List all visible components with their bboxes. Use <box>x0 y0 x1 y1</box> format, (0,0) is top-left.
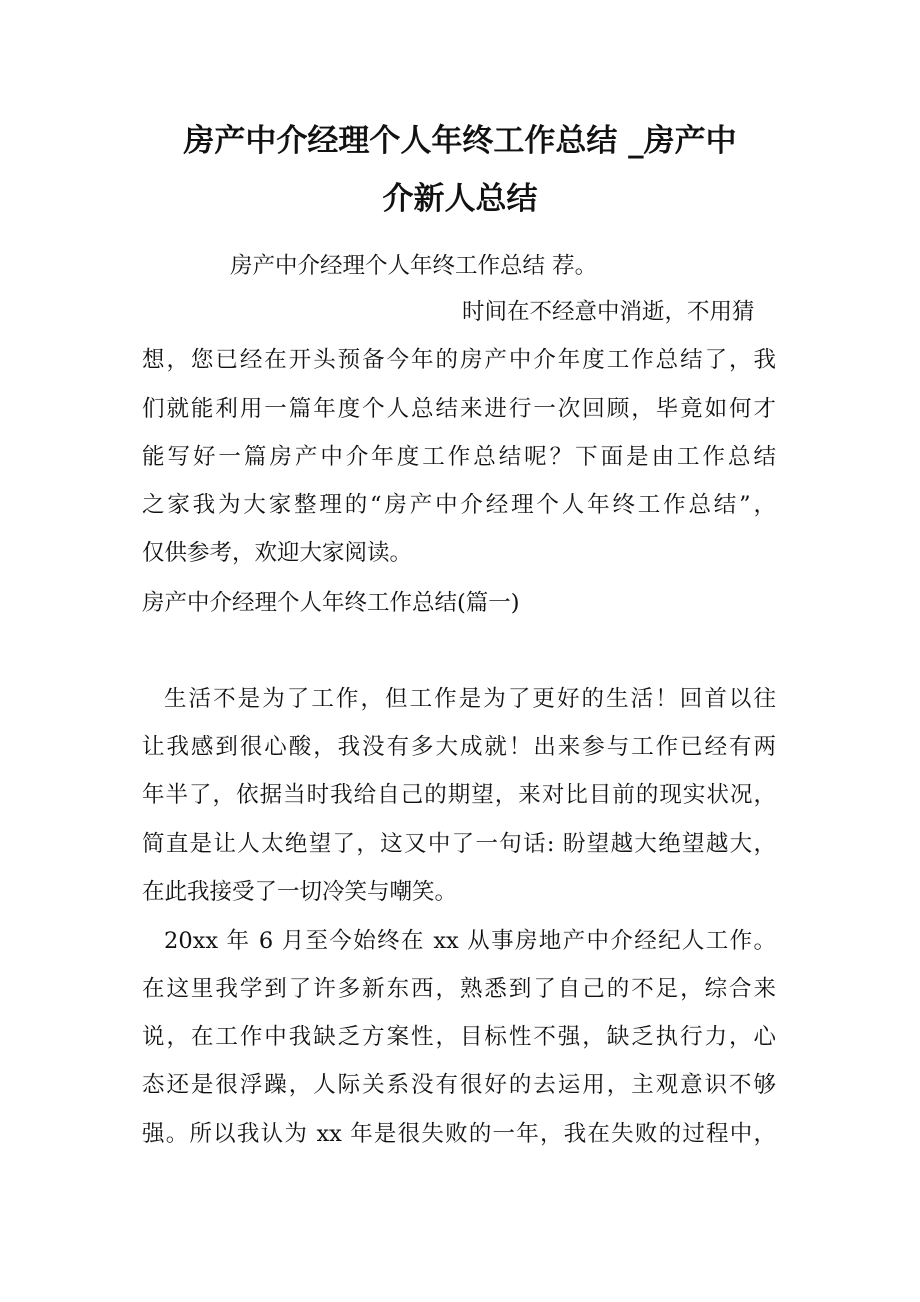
intro-line: 时间在不经意中消逝，不用猜 <box>462 299 755 325</box>
intro-line: 之家我为大家整理的“房产中介经理个人年终工作总结”， <box>142 492 776 518</box>
paragraph-line: 生活不是为了工作，但工作是为了更好的生活！回首以往 <box>164 686 776 712</box>
document-title-line-1: 房产中介经理个人年终工作总结 _房产中 <box>183 123 737 159</box>
paragraph-line: 说，在工作中我缺乏方案性，目标性不强，缺乏执行力，心 <box>142 1024 776 1050</box>
paragraph-line: 在此我接受了一切冷笑与嘲笑。 <box>142 879 458 905</box>
document-title-line-2: 介新人总结 <box>382 181 538 217</box>
paragraph-line: 年半了，依据当时我给自己的期望，来对比目前的现实状况， <box>142 782 776 808</box>
intro-line: 们就能利用一篇年度个人总结来进行一次回顾，毕竟如何才 <box>142 396 776 422</box>
section-heading: 房产中介经理个人年终工作总结(篇一) <box>142 590 520 616</box>
paragraph-line: 简直是让人太绝望了，这又中了一句话: 盼望越大绝望越大， <box>142 831 776 857</box>
paragraph-line: 在这里我学到了许多新东西，熟悉到了自己的不足，综合来 <box>142 976 776 1002</box>
intro-line: 能写好一篇房产中介年度工作总结呢？下面是由工作总结 <box>142 444 776 470</box>
intro-line: 仅供参考，欢迎大家阅读。 <box>142 540 413 566</box>
intro-line: 想，您已经在开头预备今年的房产中介年度工作总结了，我 <box>142 347 776 373</box>
paragraph-line: 强。所以我认为 xx 年是很失败的一年，我在失败的过程中， <box>142 1121 776 1147</box>
paragraph-line: 态还是很浮躁，人际关系没有很好的去运用，主观意识不够 <box>142 1072 776 1098</box>
document-subtitle: 房产中介经理个人年终工作总结 荐。 <box>230 253 598 279</box>
paragraph-line: 20xx 年 6 月至今始终在 xx 从事房地产中介经纪人工作。 <box>164 928 776 954</box>
paragraph-line: 让我感到很心酸，我没有多大成就！出来参与工作已经有两 <box>142 734 776 760</box>
